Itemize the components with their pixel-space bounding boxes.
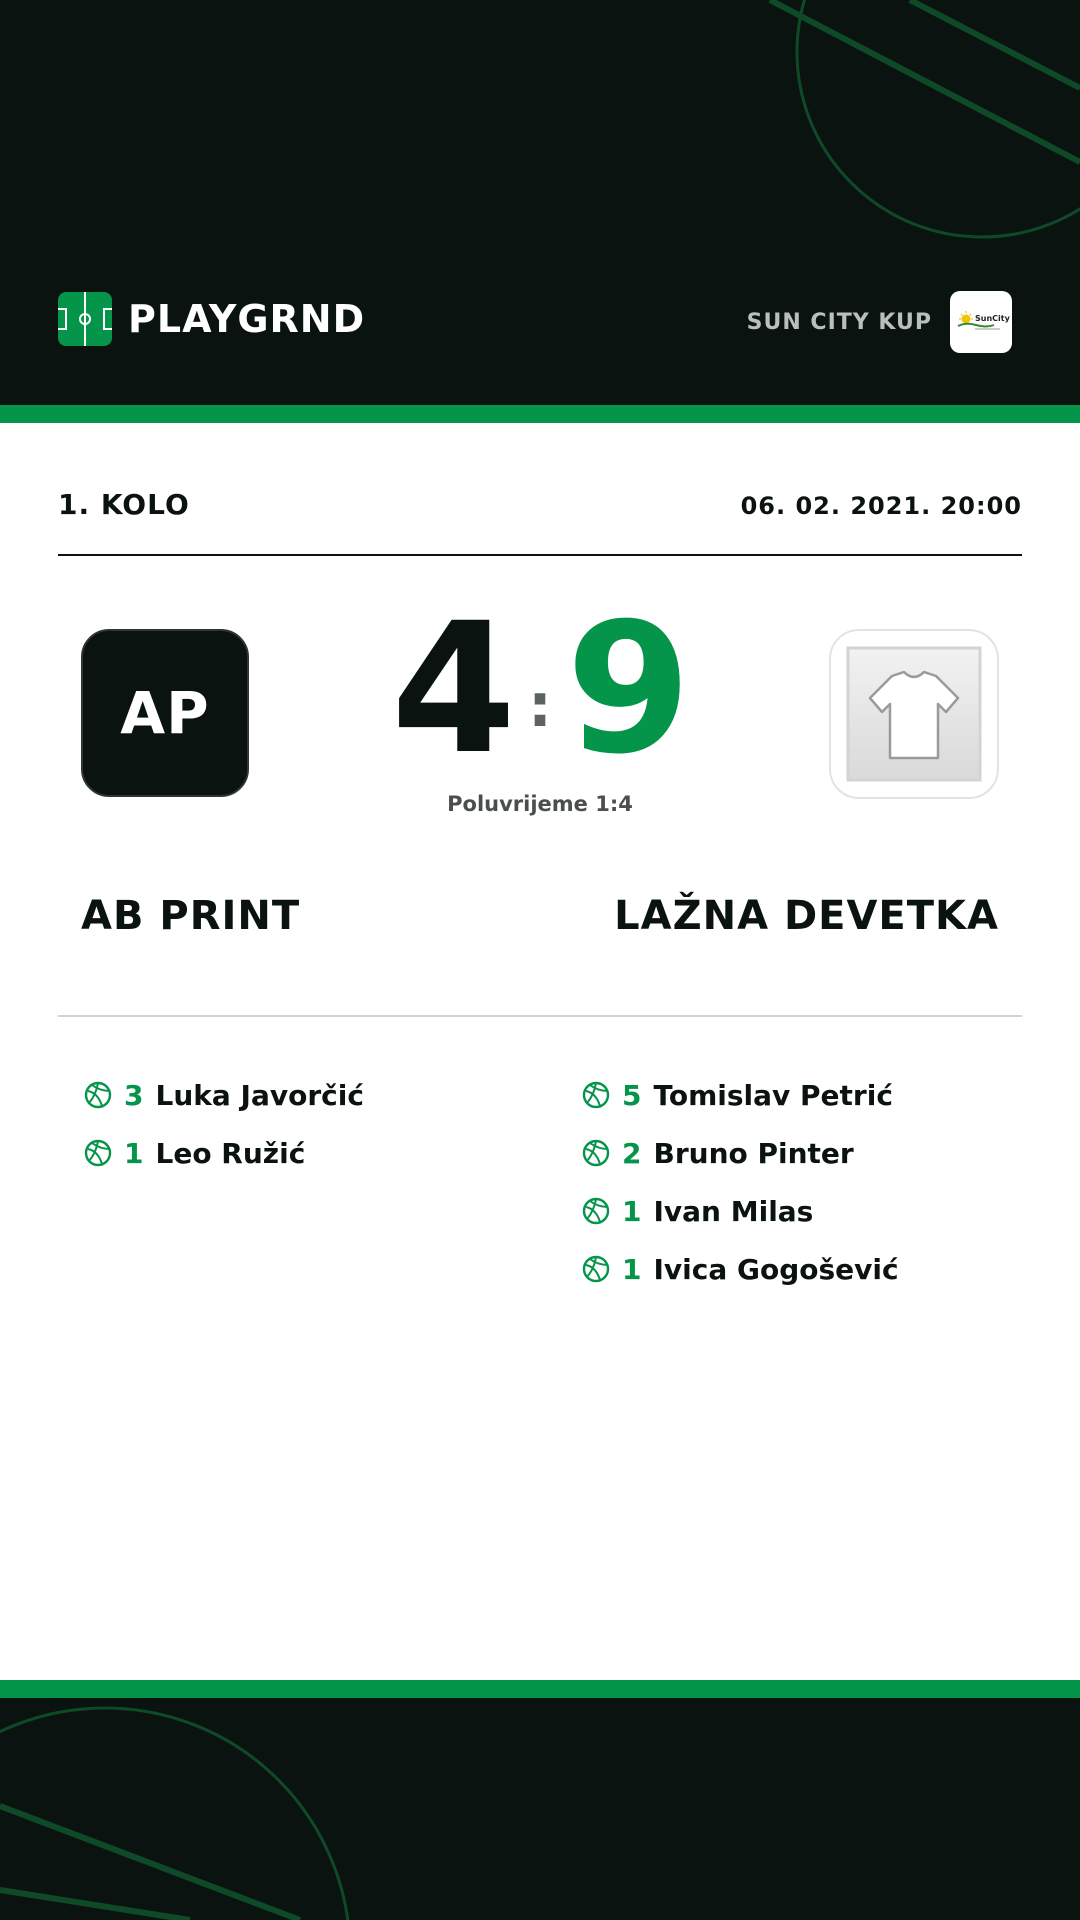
- scorer-item: [582, 1124, 899, 1182]
- ball-icon: [582, 1139, 610, 1167]
- scorer-item: [582, 1066, 899, 1124]
- scorer-item: [582, 1240, 899, 1298]
- sun-city-logo: [956, 310, 1010, 334]
- scorer-goals: 1: [622, 1252, 642, 1286]
- away-scorers-list: [582, 1066, 899, 1298]
- brand[interactable]: [58, 291, 365, 347]
- scorer-name: Leo Ružić: [155, 1136, 306, 1170]
- scorer-name: Bruno Pinter: [653, 1136, 854, 1170]
- away-team-name: LAŽNA DEVETKA: [614, 893, 999, 939]
- away-team-crest[interactable]: [829, 629, 999, 799]
- brand-name: PLAYGRND: [128, 297, 366, 341]
- away-score: 9: [566, 585, 692, 794]
- scorer-item: [582, 1182, 899, 1240]
- match-datetime: 06. 02. 2021. 20:00: [740, 492, 1022, 520]
- league-logo: [950, 291, 1012, 353]
- scorer-goals: 2: [622, 1136, 642, 1170]
- footer: [0, 1698, 1080, 1920]
- accent-bar-bottom: [0, 1680, 1080, 1698]
- ball-icon: [84, 1081, 112, 1109]
- halftime-score: Poluvrijeme 1:4: [447, 792, 633, 816]
- league-info: [747, 291, 1012, 353]
- scorer-item: [84, 1066, 364, 1124]
- home-team-name: AB PRINT: [81, 893, 301, 939]
- ball-icon: [582, 1197, 610, 1225]
- home-scorers-list: [84, 1066, 364, 1182]
- scorer-goals: 3: [124, 1078, 144, 1112]
- shirt-icon: [846, 646, 982, 782]
- ball-icon: [582, 1255, 610, 1283]
- league-name: SUN CITY KUP: [746, 309, 932, 335]
- scorer-name: Ivan Milas: [653, 1194, 814, 1228]
- round-label: 1. KOLO: [58, 488, 190, 521]
- home-team-crest[interactable]: [81, 629, 249, 797]
- scorer-goals: 1: [622, 1194, 642, 1228]
- ball-icon: [582, 1081, 610, 1109]
- scorer-name: Luka Javorčić: [155, 1078, 364, 1112]
- header: [0, 0, 1080, 405]
- pitch-lines-decoration: [0, 1698, 1080, 1920]
- divider: [58, 1015, 1022, 1017]
- scorer-goals: 1: [124, 1136, 144, 1170]
- home-score: 4: [391, 585, 517, 794]
- scorer-item: [84, 1124, 364, 1182]
- home-crest-initials: AP: [120, 679, 210, 747]
- accent-bar-top: [0, 405, 1080, 423]
- scorer-goals: 5: [622, 1078, 642, 1112]
- score-separator: :: [528, 671, 552, 741]
- ball-icon: [84, 1139, 112, 1167]
- scorer-name: Tomislav Petrić: [653, 1078, 893, 1112]
- league-logo-text: SunCity: [975, 314, 1010, 323]
- scorer-name: Ivica Gogošević: [653, 1252, 899, 1286]
- divider: [58, 554, 1022, 556]
- pitch-icon: [58, 292, 112, 346]
